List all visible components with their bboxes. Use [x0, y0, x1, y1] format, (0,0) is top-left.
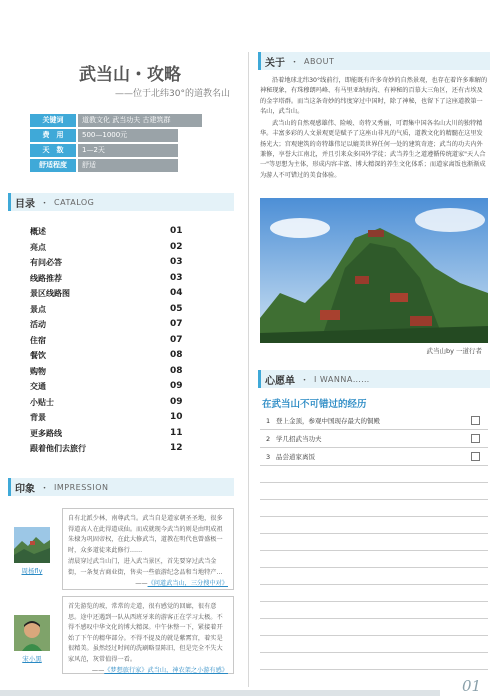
catalog-item[interactable]: [30, 335, 190, 351]
source-link[interactable]: 《问道武当山，三分搜中对》: [147, 580, 228, 587]
catalog-page: 05: [170, 303, 183, 314]
blank-line: [260, 466, 488, 483]
right-column: [252, 0, 495, 700]
catalog-page: 07: [170, 334, 183, 345]
catalog-label: 小贴士: [30, 397, 54, 407]
catalog-label: 购物: [30, 366, 46, 376]
catalog-page: 11: [170, 427, 183, 438]
wish-title: 在武当山不可错过的经历: [262, 399, 367, 410]
info-key: 舒适程度: [30, 159, 76, 172]
about-paragraph: 沿着地球北纬30°线前行，即能既有许多奇妙的自然景观，也存在着许多难解的神秘现象，有珠穆朗玛峰、有马里亚纳海沟、有神秘的百慕大三角区，还有古埃及的金字塔群。而当这条奇妙的纬度穿过中国时，除了神秘，也留下了这座道教第一名山，武当山。: [260, 77, 488, 115]
section-subtitle: CATALOG: [54, 197, 95, 207]
catalog-page: 04: [170, 288, 183, 298]
impression-text: 自有北派少林，南尊武当。武当自是道家朝圣圣地，很多得道高人在此得道成仙。而成就现今武当的则是由明成祖朱棣为巩固帝权，在此大修武当，道教在明代也曾盛极一时，众多道徒来此修行……: [68, 515, 223, 554]
section-title: 心愿单: [265, 375, 295, 387]
wish-text: 登上金顶，参观中国现存最大的铜殿: [276, 417, 380, 425]
catalog-page: 01: [170, 226, 183, 236]
info-key: 关键词: [30, 114, 76, 127]
impression-text: 首先游览的坡，常常的走道，很有感觉的回廊，很有意思。途中还遇到一队从西班牙来的游客正在学习太极。不得不感叹中华文化的博大精深。中午休整一下，紧接着开始了下午的精华部分。不得不提及的就是紫霄宫，着实是很精美。虽然经过时间的洗刷略显陈旧，但是完全不失大家风范，灰常值得一看。: [68, 603, 223, 663]
wish-item: [260, 430, 488, 448]
catalog-item[interactable]: [30, 226, 190, 242]
info-row-keywords: [30, 114, 230, 127]
wish-list: [260, 412, 488, 670]
blank-line: [260, 534, 488, 551]
catalog-item[interactable]: [30, 412, 190, 428]
info-table: [30, 114, 230, 174]
page-subtitle: ——位于北纬30°的道教名山: [115, 89, 230, 99]
catalog-label: 景区线路图: [30, 289, 70, 298]
info-value: 1—2天: [78, 144, 178, 157]
catalog-item[interactable]: [30, 273, 190, 289]
author-link[interactable]: 周杨fly: [21, 567, 43, 575]
blank-line: [260, 636, 488, 653]
catalog-item[interactable]: [30, 366, 190, 382]
catalog-label: 住宿: [30, 335, 46, 345]
wish-number: 2: [266, 434, 271, 443]
info-value: 道教文化 武当功夫 古建筑群: [78, 114, 202, 127]
catalog-label: 概述: [30, 227, 46, 236]
wish-item: [260, 448, 488, 466]
photo-caption: 武当山by 一道行者: [426, 347, 482, 355]
wish-text: 品尝道家离饭: [276, 453, 315, 461]
blank-line: [260, 500, 488, 517]
avatar-photo-mountain: [14, 527, 50, 563]
info-row-days: [30, 144, 230, 157]
catalog-page: 02: [170, 241, 183, 252]
catalog-item[interactable]: [30, 257, 190, 273]
section-dot: ・: [40, 198, 50, 209]
wish-text: 学几招武当功夫: [276, 435, 322, 443]
catalog-item[interactable]: [30, 443, 190, 459]
catalog-item[interactable]: [30, 304, 190, 320]
blank-line: [260, 585, 488, 602]
section-dot: ・: [290, 57, 300, 68]
page-number: 01: [462, 677, 482, 695]
catalog-item[interactable]: [30, 242, 190, 258]
impression-source: ——《梦想旅行家》武当山，神农架之小游有感》: [91, 667, 228, 674]
impression-header: [8, 478, 234, 496]
info-row-comfort: [30, 159, 230, 172]
about-header: [258, 52, 490, 70]
impression-box: [62, 596, 234, 674]
author-link[interactable]: 宋小黑: [22, 655, 42, 663]
left-column: [0, 0, 247, 700]
catalog-page: 03: [170, 272, 183, 283]
wish-header: [258, 370, 490, 388]
section-dot: ・: [40, 483, 50, 494]
blank-line: [260, 568, 488, 585]
section-title: 关于: [265, 57, 285, 69]
catalog-page: 07: [170, 319, 183, 329]
impression-box: [62, 508, 234, 590]
catalog-item[interactable]: [30, 350, 190, 366]
catalog-label: 景点: [30, 304, 46, 314]
blank-line: [260, 602, 488, 619]
catalog-header: [8, 193, 234, 211]
catalog-label: 背景: [30, 413, 46, 422]
wudang-mountain-photo: [260, 198, 488, 343]
section-subtitle: I WANNA……: [314, 374, 370, 384]
wish-item: [260, 412, 488, 430]
wish-number: 1: [266, 416, 271, 425]
column-divider: [248, 52, 249, 687]
wish-checkbox[interactable]: [471, 416, 480, 425]
wish-checkbox[interactable]: [471, 452, 480, 461]
impression-text: 清晨穿过武当山门，进入武当景区，首先要穿过武当金街，一条复古商业街，售卖一些旅游纪念品和当地特产…: [68, 558, 223, 576]
blank-line: [260, 653, 488, 670]
catalog-item[interactable]: [30, 319, 190, 335]
catalog-page: 08: [170, 365, 183, 376]
catalog-item[interactable]: [30, 428, 190, 444]
footer-bar: [0, 690, 440, 696]
section-subtitle: ABOUT: [304, 56, 335, 66]
blank-line: [260, 619, 488, 636]
catalog-page: 08: [170, 350, 183, 360]
info-key: 天 数: [30, 144, 76, 157]
catalog-item[interactable]: [30, 288, 190, 304]
about-paragraph: 武当山的自然观感雄伟、险峻、奇特又秀丽，可谓集中国各名山大川的独特精华。丰富多彩的人文景观更是赋予了这座山非凡的气质，道教文化的精髓在这里发扬光大；宫观建筑的奇特雄伟足以媲美世界任何一处的建筑奇迹；武当的功夫内外兼修，享誉大江南北，并且引来众多国外学徒；武当养生之道遵循传统道家"天人合一"等思想为主体，形成内容丰富、博大精深的养生文化体系；而道家离饭也渐渐成为游人不可错过的美食体验。: [260, 120, 486, 179]
catalog-item[interactable]: [30, 381, 190, 397]
catalog-label: 餐饮: [30, 351, 46, 360]
catalog-label: 有问必答: [30, 258, 62, 267]
wish-checkbox[interactable]: [471, 434, 480, 443]
catalog-label: 跟着他们去旅行: [30, 444, 86, 453]
catalog-item[interactable]: [30, 397, 190, 413]
info-row-cost: [30, 129, 230, 142]
impression-source: ——《问道武当山，三分搜中对》: [135, 580, 228, 587]
blank-line: [260, 517, 488, 534]
wish-number: 3: [266, 452, 271, 461]
catalog-label: 活动: [30, 320, 46, 329]
section-dot: ・: [300, 375, 310, 386]
info-value: 舒适: [78, 159, 178, 172]
catalog-page: 12: [170, 443, 183, 453]
catalog-label: 亮点: [30, 242, 46, 252]
catalog-page: 09: [170, 381, 183, 391]
catalog-page: 09: [170, 396, 183, 407]
section-subtitle: IMPRESSION: [54, 482, 109, 492]
section-title: 印象: [15, 483, 35, 495]
blank-line: [260, 551, 488, 568]
catalog-list: [30, 226, 190, 459]
info-key: 费 用: [30, 129, 76, 142]
info-value: 500—1000元: [78, 129, 178, 142]
catalog-label: 更多路线: [30, 428, 62, 438]
section-title: 目录: [15, 198, 35, 210]
page-title: 武当山・攻略: [79, 65, 181, 85]
about-text: [260, 76, 488, 183]
catalog-page: 03: [170, 257, 183, 267]
avatar-photo-person: [14, 615, 50, 651]
catalog-label: 线路推荐: [30, 273, 62, 283]
catalog-page: 10: [170, 412, 183, 422]
blank-line: [260, 483, 488, 500]
source-link[interactable]: 《梦想旅行家》武当山，神农架之小游有感》: [104, 667, 228, 674]
catalog-label: 交通: [30, 382, 46, 391]
